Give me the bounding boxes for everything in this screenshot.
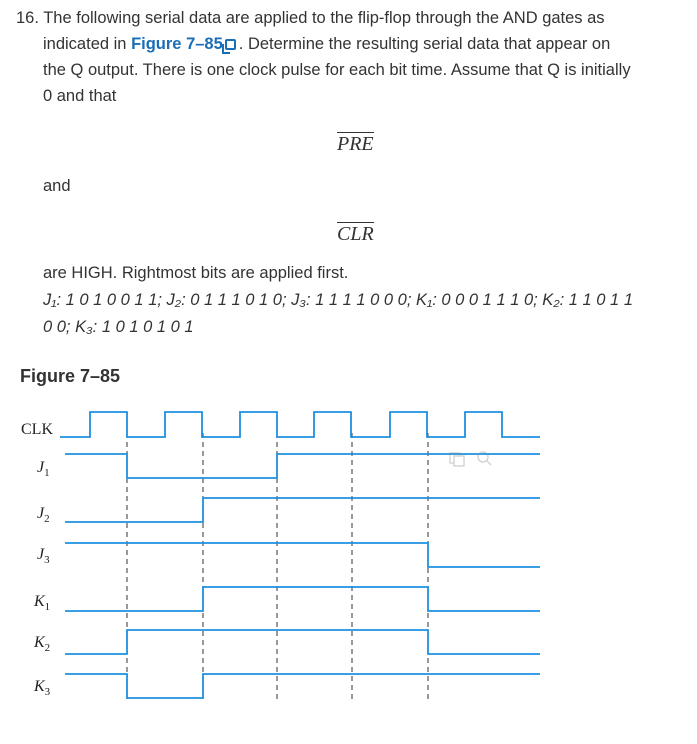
image-tools[interactable] bbox=[448, 450, 496, 468]
problem-line-5: are HIGH. Rightmost bits are applied first. bbox=[43, 264, 349, 282]
k1-label: $K_1$ bbox=[34, 593, 51, 614]
clr-overline: CLR bbox=[337, 223, 374, 245]
problem-line-4: 0 and that bbox=[43, 87, 117, 105]
and-text: and bbox=[43, 177, 71, 195]
k2-waveform bbox=[65, 630, 540, 654]
figure-link[interactable]: Figure 7–85 bbox=[131, 35, 223, 53]
k3-waveform bbox=[65, 674, 540, 698]
zoom-icon[interactable] bbox=[478, 452, 488, 462]
problem-line-1: 16. The following serial data are applied to the flip-flop through the AND gates as bbox=[16, 9, 605, 27]
j3-waveform bbox=[65, 543, 540, 567]
clk-label: CLK bbox=[21, 421, 53, 438]
j2-label: $J_2$ bbox=[37, 505, 50, 526]
clk-waveform bbox=[60, 412, 540, 437]
data-line-2: 0 0; K₃: 1 0 1 0 1 0 1 bbox=[43, 318, 194, 336]
copy-icon-front bbox=[454, 456, 464, 466]
j2-waveform bbox=[65, 498, 540, 522]
problem-line-2: indicated in Figure 7–85 . Determine the resulting serial data that appear on bbox=[43, 35, 611, 53]
data-line-1: J₁: 1 0 1 0 0 1 1; J₂: 0 1 1 1 0 1 0; J₃: 1 1 1 1 0 0 0; K₁: 0 0 0 1 1 1 0; K₂: 1 1 0 1 1 bbox=[43, 291, 633, 309]
figure-title: Figure 7–85 bbox=[20, 366, 121, 386]
j3-label: $J_3$ bbox=[37, 546, 50, 567]
zoom-icon-handle bbox=[487, 461, 491, 465]
k1-waveform bbox=[65, 587, 540, 611]
k3-label: $K_3$ bbox=[34, 678, 51, 699]
j1-label: $J_1$ bbox=[37, 459, 50, 480]
pre-overline: PRE bbox=[337, 133, 374, 155]
k2-label: $K_2$ bbox=[34, 634, 51, 655]
problem-number: 16. bbox=[16, 9, 39, 27]
problem-line-3: the Q output. There is one clock pulse for each bit time. Assume that Q is initially bbox=[43, 61, 631, 79]
